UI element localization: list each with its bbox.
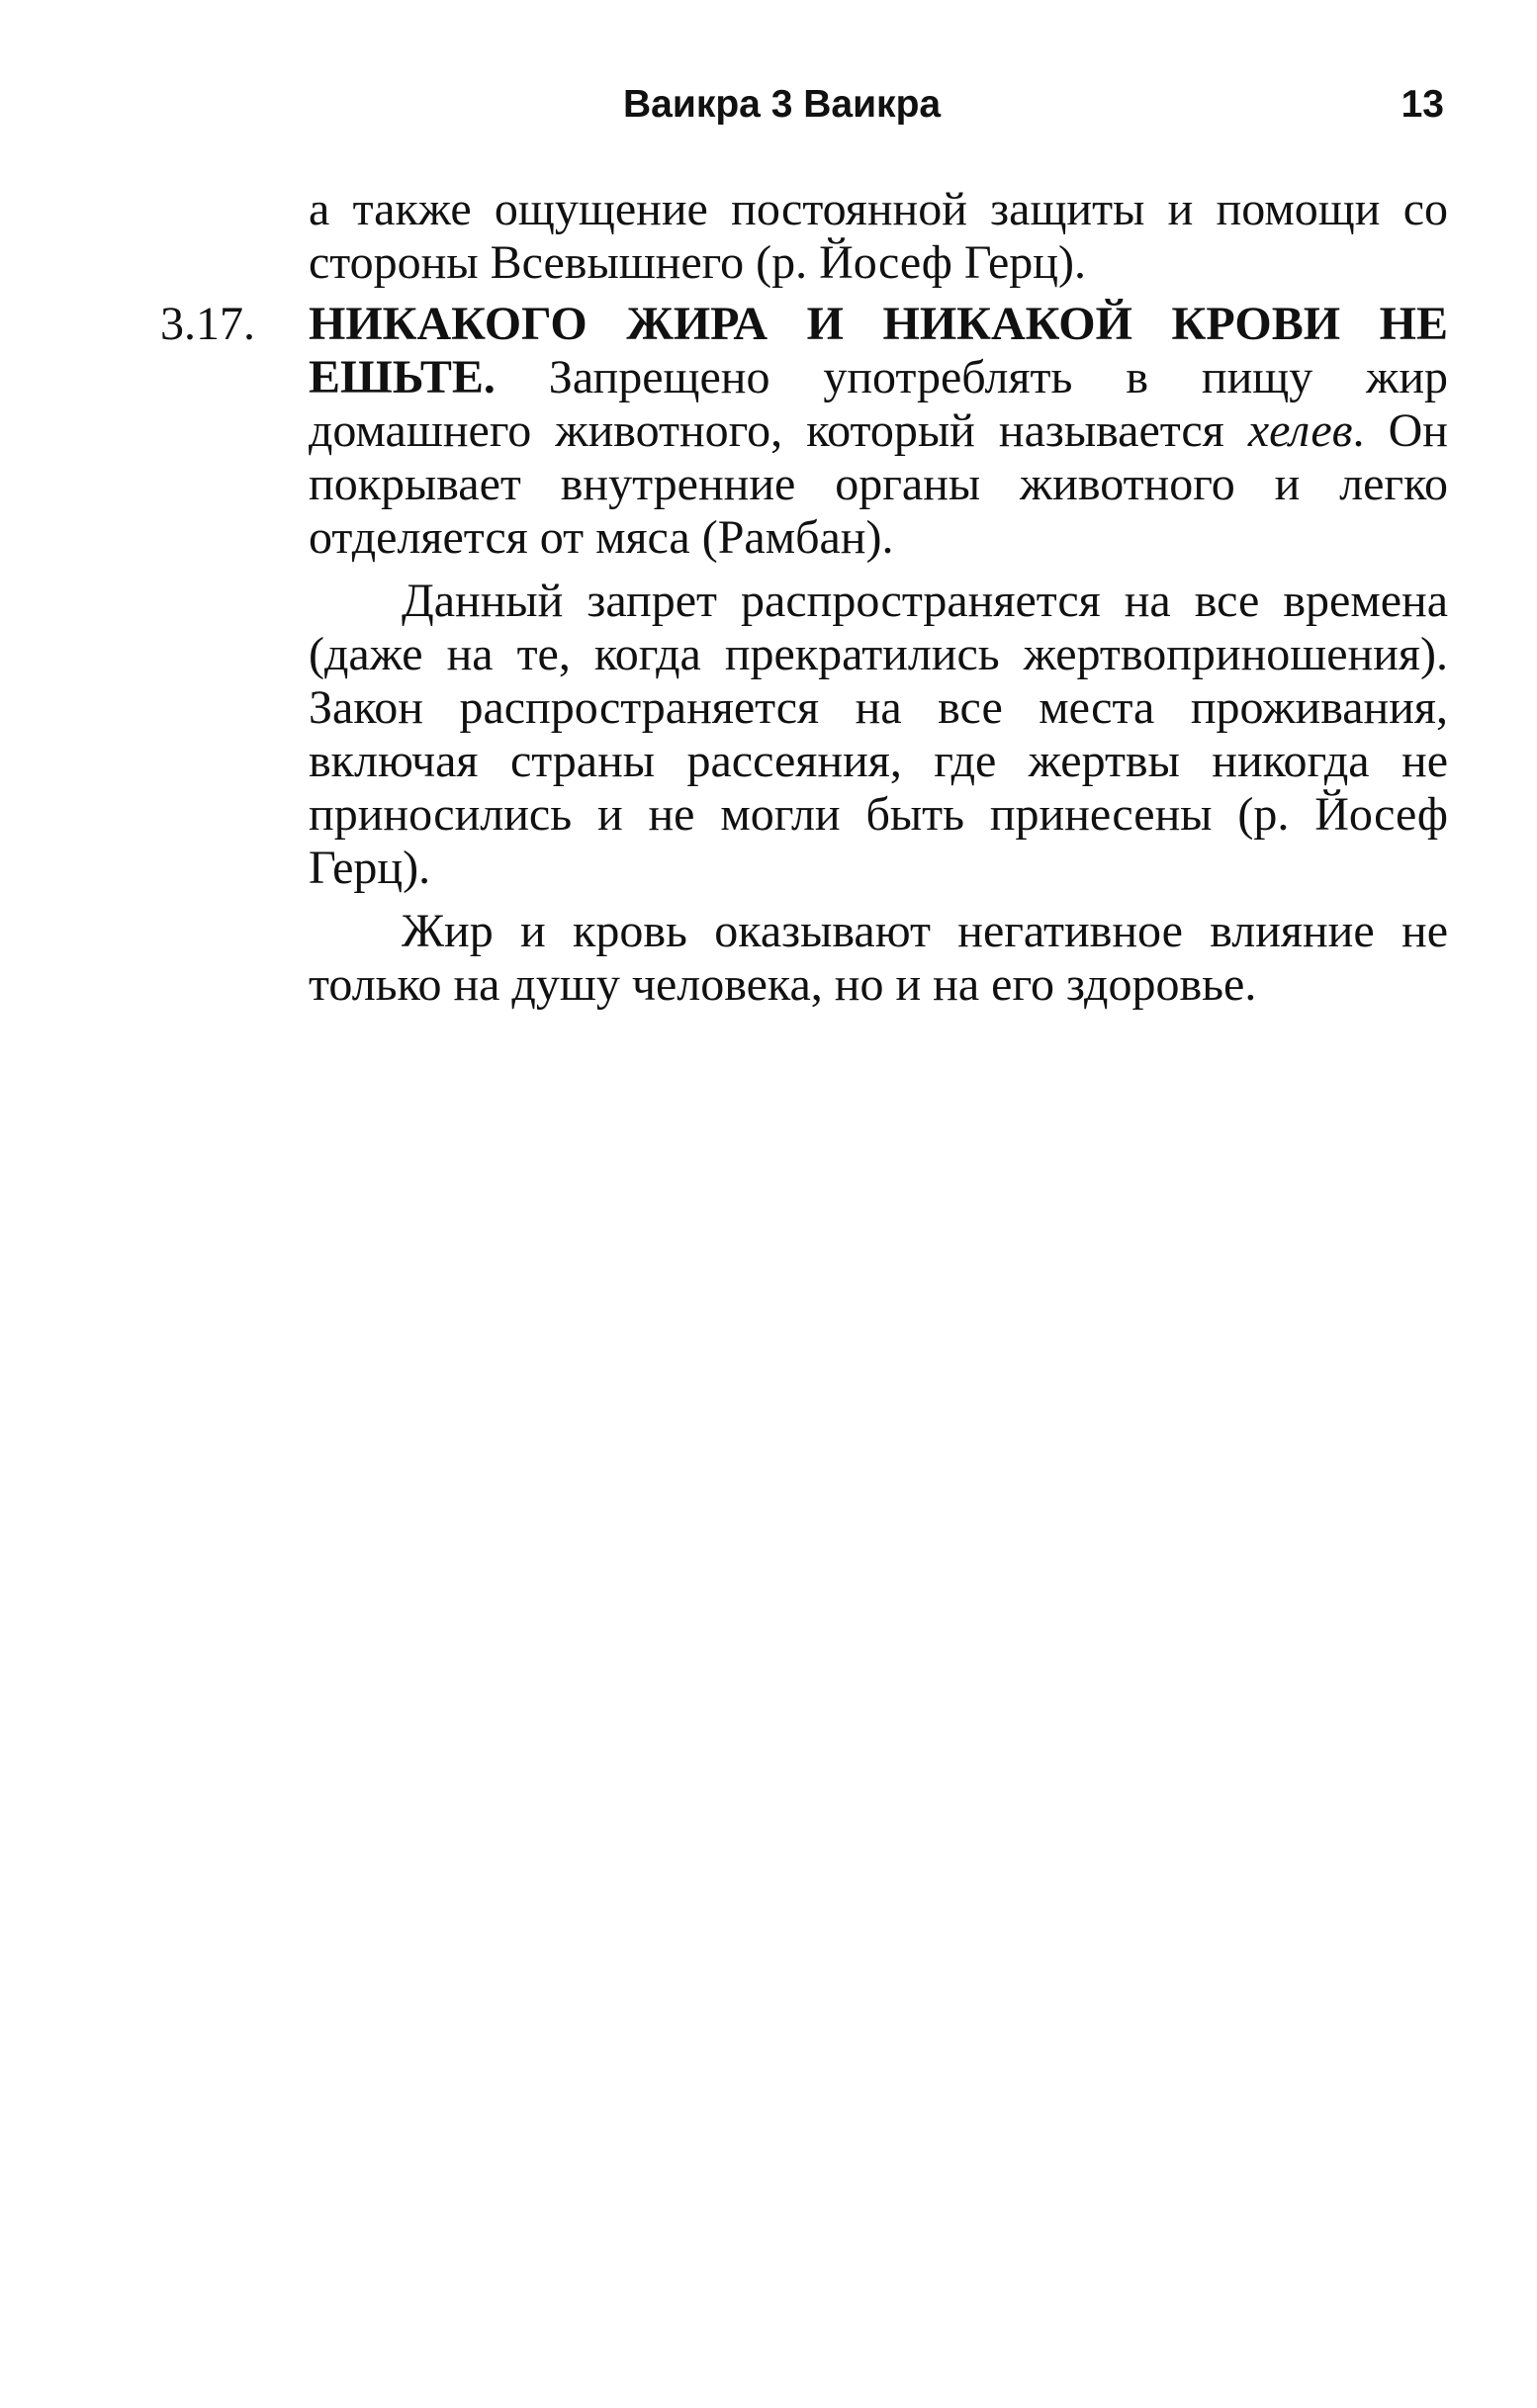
section-number: 3.17. (160, 298, 255, 350)
page-content (160, 183, 1448, 1012)
running-title: Ваикра 3 Ваикра (623, 83, 942, 126)
intro-paragraph: а также ощущение постоянной защиты и помощи со стороны Всевышнего (р. Йосеф Герц). (309, 183, 1448, 289)
paragraph-prohibition-scope: Данный запрет распространяется на все времена (даже на те, когда прекратились жертвоприношения). Закон распространяется на все места проживания, включая страны рассеяния, где жертвы никогда не приносились и не могли быть принесены (р. Йосеф Герц). (309, 575, 1448, 894)
section-paragraph (309, 298, 1448, 565)
section-3-17 (160, 298, 1448, 565)
section-heading: НИКАКОГО ЖИРА И НИКАКОЙ КРОВИ НЕ ЕШЬТЕ. (309, 298, 1448, 403)
section-text-after-term: . Он покрывает внутренние органы животного и легко отделяется от мяса (Рамбан). (309, 404, 1448, 564)
section-text-before-term: Запрещено употреблять в пищу жир домашнего животного, который называется (309, 351, 1448, 457)
paragraph-health-effects: Жир и кровь оказывают негативное влияние не только на душу человека, но и на его здоровье. (309, 905, 1448, 1011)
page-number: 13 (1401, 83, 1444, 126)
section-term: хелев (1247, 404, 1353, 457)
